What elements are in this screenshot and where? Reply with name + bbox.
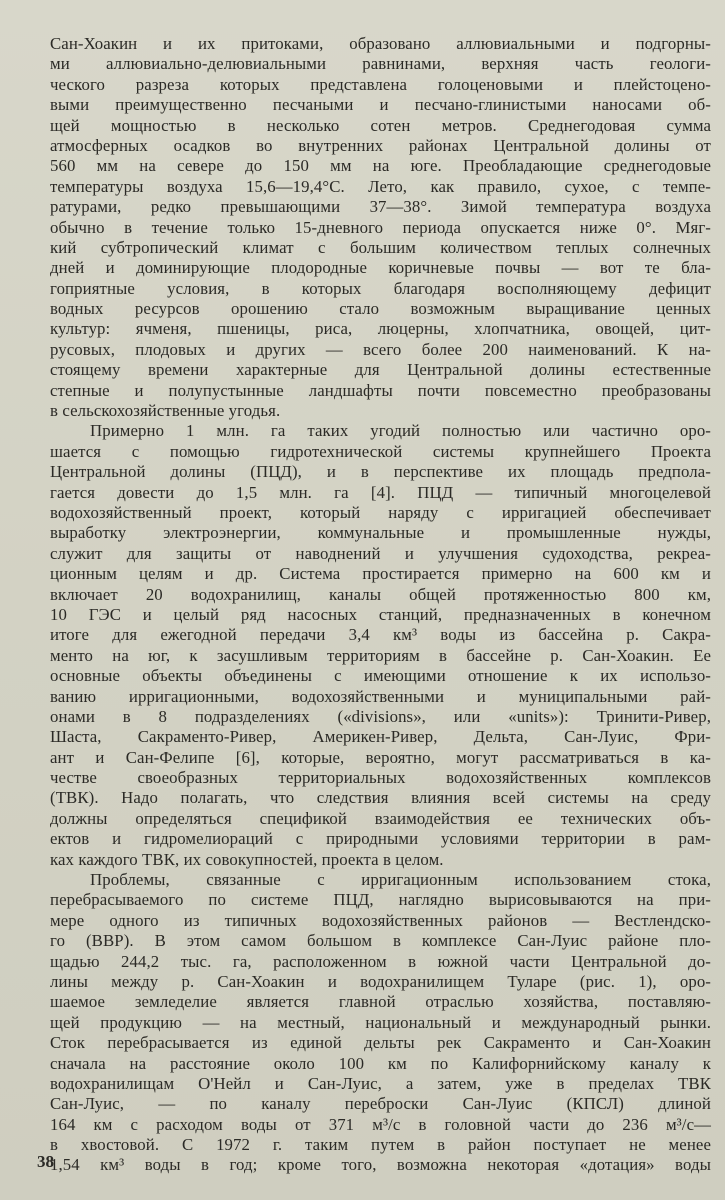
text-line: перебрасываемого по системе ПЦД, наглядно вырисовываются на при- [50, 890, 711, 910]
page-number: 38 [37, 1152, 54, 1171]
text-line: гоприятные условия, в которых благодаря восполняющему дефицит [50, 278, 711, 298]
text-line: (ТВК). Надо полагать, что следствия влияния всей системы на среду [50, 788, 711, 808]
text-line: щадью 244,2 тыс. га, расположенном в южной части Центральной до- [50, 951, 711, 971]
text-line: температуры воздуха 15,6—19,4°С. Лето, как правило, сухое, с темпе- [50, 176, 711, 196]
text-line: Сток перебрасывается из единой дельты рек Сакраменто и Сан-Хоакин [50, 1033, 711, 1053]
text-line: ратурами, редко превышающими 37—38°. Зимой температура воздуха [50, 197, 711, 217]
text-line: должны определяться спецификой взаимодействия ее технических объ- [50, 808, 711, 828]
text-line: щей продукцию — на местный, национальный и международный рынки. [50, 1012, 711, 1032]
text-line: го (ВВР). В этом самом большом в комплексе Сан-Луис районе пло- [50, 931, 711, 951]
text-line: русовых, плодовых и других — всего более 200 наименований. К на- [50, 339, 711, 359]
text-line: водных ресурсов орошению стало возможным выращивание ценных [50, 299, 711, 319]
text-line: Проблемы, связанные с ирригационным использованием стока, [90, 870, 711, 890]
text-line: честве своеобразных территориальных водохозяйственных комплексов [50, 768, 711, 788]
text-line: степные и полупустынные ландшафты почти повсеместно преобразованы [50, 380, 711, 400]
text-line: кий субтропический климат с большим количеством теплых солнечных [50, 237, 711, 257]
text-line: Примерно 1 млн. га таких угодий полностью или частично оро- [90, 421, 711, 441]
text-line: ектов и гидромелиораций с природными условиями территории в рам- [50, 829, 711, 849]
text-line: 560 мм на севере до 150 мм на юге. Преобладающие среднегодовые [50, 156, 711, 176]
text-line: Сан-Хоакин и их притоками, образовано аллювиальными и подгорны- [50, 34, 711, 53]
text-line: ант и Сан-Фелипе [6], которые, вероятно, могут рассматриваться в ка- [50, 747, 711, 767]
text-line: 164 км с расходом воды от 371 м³/с в головной части до 236 м³/с— [50, 1114, 711, 1134]
text-line: щей мощностью в несколько сотен метров. Среднегодовая сумма [50, 115, 711, 135]
text-line: 1,54 км³ воды в год; кроме того, возможна некоторая «дотация» воды [50, 1155, 711, 1175]
text-line: Центральной долины (ПЦД), и в перспективе их площадь предпола- [50, 462, 711, 482]
text-line: Шаста, Сакраменто-Ривер, Америкен-Ривер, Дельта, Сан-Луис, Фри- [50, 727, 711, 747]
text-line: ванию ирригационными, водохозяйственными и муниципальными рай- [50, 686, 711, 706]
text-line: ческого разреза которых представлена голоценовыми и плейстоцено- [50, 74, 711, 94]
text-line: водохозяйственный проект, который наряду с ирригацией обеспечивает [50, 502, 711, 522]
text-line: менто на юг, к засушливым территориям в бассейне р. Сан-Хоакин. Ее [50, 645, 711, 665]
text-line: ционным целям и др. Система простирается примерно на 600 км и [50, 564, 711, 584]
text-line: водохранилищам О'Нейл и Сан-Луис, а затем, уже в пределах ТВК [50, 1073, 711, 1093]
text-line: ках каждого ТВК, их совокупностей, проекта в целом. [50, 849, 444, 869]
body-text [50, 34, 711, 1176]
text-line: служит для защиты от наводнений и улучшения судоходства, рекреа- [50, 543, 711, 563]
text-line: лины между р. Сан-Хоакин и водохранилищем Туларе (рис. 1), оро- [50, 971, 711, 991]
text-line: шается с помощью гидротехнической системы крупнейшего Проекта [50, 441, 711, 461]
text-line: основные объекты объединены с имеющими отношение к их использо- [50, 666, 711, 686]
text-line: шаемое земледелие является главной отраслью хозяйства, поставляю- [50, 992, 711, 1012]
text-line: 10 ГЭС и целый ряд насосных станций, предназначенных в конечном [50, 604, 711, 624]
text-line: ми аллювиально-делювиальными равнинами, верхняя часть геологи- [50, 54, 711, 74]
text-line: атмосферных осадков во внутренних районах Центральной долины от [50, 135, 711, 155]
text-line: Сан-Луис, — по каналу переброски Сан-Луис (КПСЛ) длиной [50, 1094, 711, 1114]
text-line: гается довести до 1,5 млн. га [4]. ПЦД — типичный многоцелевой [50, 482, 711, 502]
text-line: выми преимущественно песчаными и песчано-глинистыми наносами об- [50, 95, 711, 115]
text-line: в хвостовой. С 1972 г. таким путем в район поступает не менее [50, 1135, 711, 1155]
text-line: включает 20 водохранилищ, каналы общей протяженностью 800 км, [50, 584, 711, 604]
text-line: выработку электроэнергии, коммунальные и промышленные нужды, [50, 523, 711, 543]
text-line: в сельскохозяйственные угодья. [50, 401, 281, 421]
text-line: мере одного из типичных водохозяйственных районов — Вестлендско- [50, 910, 711, 930]
text-line: дней и доминирующие плодородные коричневые почвы — вот те бла- [50, 258, 711, 278]
text-line: стоящему времени характерные для Центральной долины естественные [50, 360, 711, 380]
text-line: онами в 8 подразделениях («divisions», или «units»): Тринити-Ривер, [50, 706, 711, 726]
text-line: культур: ячменя, пшеницы, риса, люцерны, хлопчатника, овощей, цит- [50, 319, 711, 339]
text-line: сначала на расстояние около 100 км по Калифорнийскому каналу к [50, 1053, 711, 1073]
text-line: обычно в течение только 15-дневного периода опускается ниже 0°. Мяг- [50, 217, 711, 237]
text-line: итоге для ежегодной передачи 3,4 км³ воды из бассейна р. Сакра- [50, 625, 711, 645]
